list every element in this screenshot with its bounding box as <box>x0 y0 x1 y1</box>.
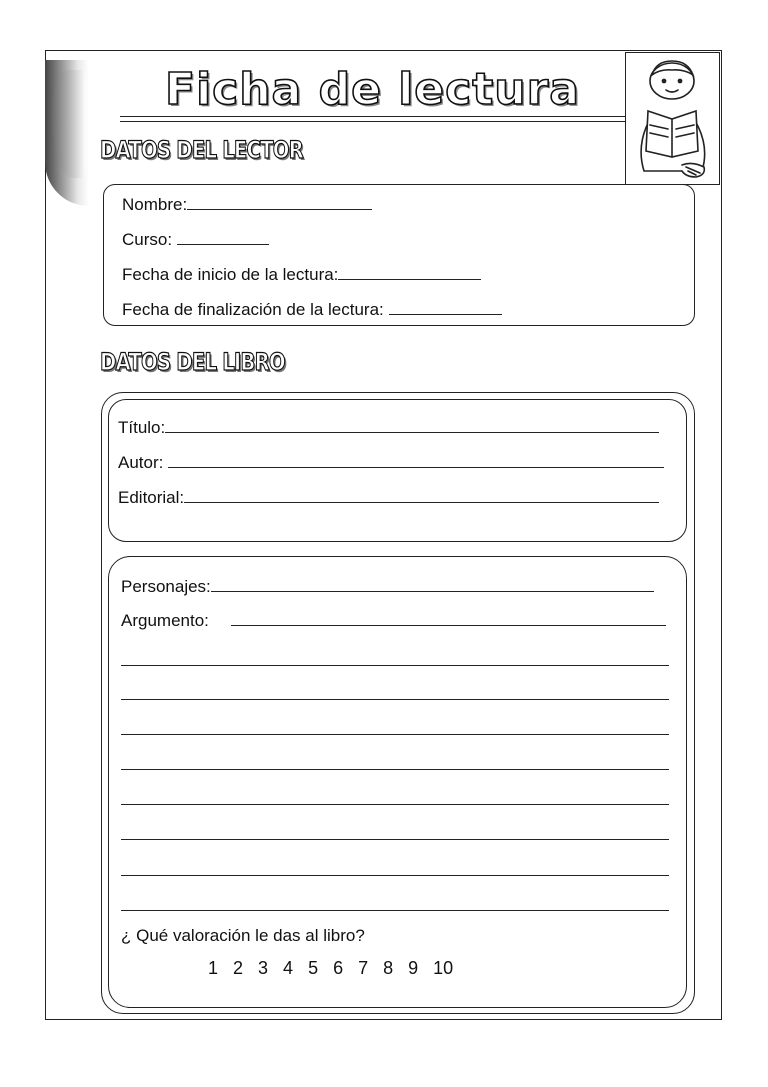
book-content-box <box>108 556 687 1008</box>
section-reader-heading: DATOS DEL LECTOR <box>100 136 304 164</box>
name-row <box>122 194 372 216</box>
rating-option[interactable]: 2 <box>233 958 244 978</box>
course-label: Curso: <box>122 230 173 249</box>
start-date-field[interactable] <box>338 264 481 280</box>
start-date-label: Fecha de inicio de la lectura: <box>122 265 339 284</box>
end-date-label: Fecha de finalización de la lectura: <box>122 300 384 319</box>
plot-line[interactable] <box>121 839 669 840</box>
plot-line[interactable] <box>121 910 669 911</box>
child-reading-book-icon <box>625 52 720 185</box>
plot-line[interactable] <box>121 665 669 666</box>
rating-option[interactable]: 1 <box>208 958 219 978</box>
start-date-row <box>122 264 481 286</box>
author-row <box>118 452 664 474</box>
plot-line[interactable] <box>121 734 669 735</box>
plot-line[interactable] <box>121 875 669 876</box>
rating-option[interactable]: 6 <box>333 958 344 978</box>
plot-field[interactable] <box>231 625 666 626</box>
page-title: Ficha de lectura <box>165 64 580 115</box>
title-underline-2 <box>120 121 625 122</box>
book-title-field[interactable] <box>165 417 659 433</box>
rating-option[interactable]: 3 <box>258 958 269 978</box>
book-title-label: Título: <box>118 418 166 437</box>
rating-option[interactable]: 9 <box>408 958 419 978</box>
characters-row <box>121 576 654 598</box>
name-label: Nombre: <box>122 195 188 214</box>
reader-data-box <box>103 184 695 326</box>
plot-line[interactable] <box>121 699 669 700</box>
end-date-field[interactable] <box>389 299 502 315</box>
rating-scale <box>208 958 468 979</box>
plot-line[interactable] <box>121 769 669 770</box>
author-field[interactable] <box>168 452 664 468</box>
characters-field[interactable] <box>211 576 654 592</box>
rating-option[interactable]: 10 <box>433 958 454 978</box>
publisher-label: Editorial: <box>118 488 185 507</box>
title-row <box>118 417 659 439</box>
characters-label: Personajes: <box>121 577 211 596</box>
course-row <box>122 229 269 251</box>
plot-line[interactable] <box>121 804 669 805</box>
course-field[interactable] <box>177 229 269 245</box>
end-date-row <box>122 299 502 321</box>
rating-option[interactable]: 7 <box>358 958 369 978</box>
publisher-row <box>118 487 659 509</box>
section-book-heading: DATOS DEL LIBRO <box>100 348 285 376</box>
rating-option[interactable]: 5 <box>308 958 319 978</box>
book-info-box <box>108 399 687 542</box>
author-label: Autor: <box>118 453 164 472</box>
rating-option[interactable]: 4 <box>283 958 294 978</box>
publisher-field[interactable] <box>184 487 659 503</box>
rating-option[interactable]: 8 <box>383 958 394 978</box>
rating-question: ¿ Qué valoración le das al libro? <box>121 926 365 945</box>
plot-label: Argumento: <box>121 611 209 630</box>
plot-row <box>121 610 209 632</box>
title-underline <box>120 116 625 117</box>
name-field[interactable] <box>187 194 372 210</box>
